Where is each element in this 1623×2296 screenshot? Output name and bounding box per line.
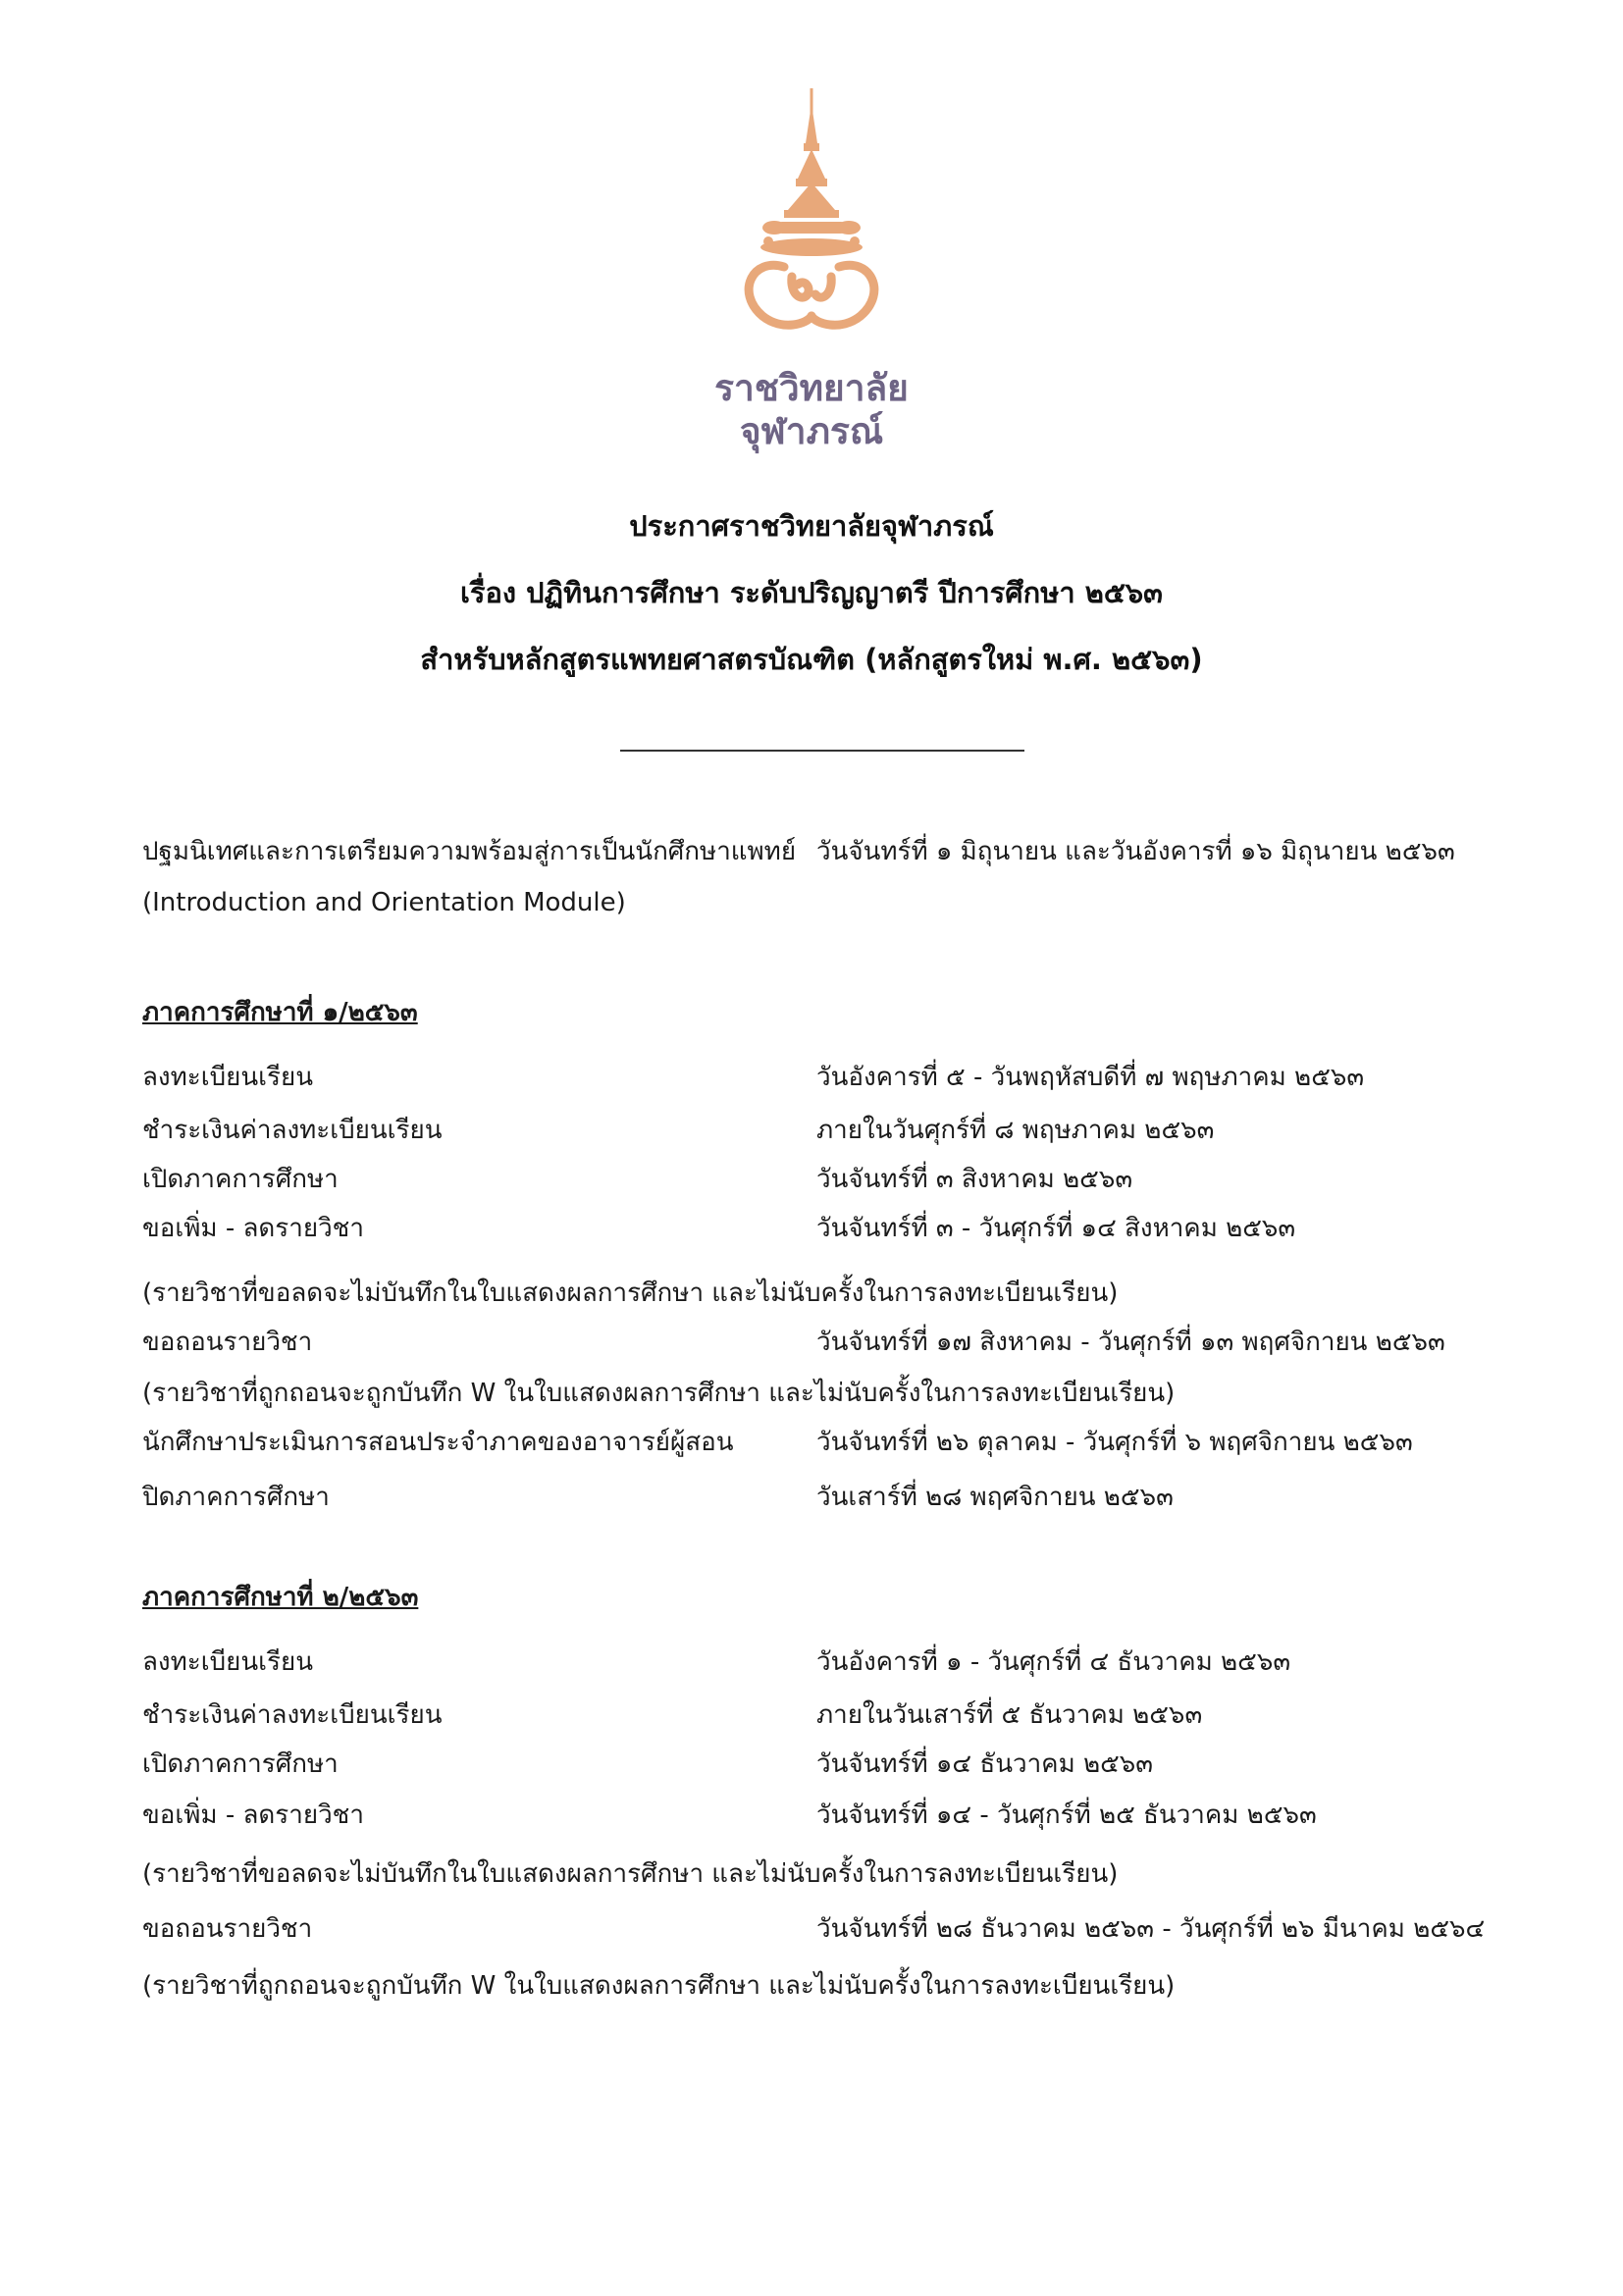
- intro-subtitle-row: [0, 883, 1623, 924]
- s2-open-label: เปิดภาคการศึกษา: [142, 1749, 339, 1779]
- semester1-heading-row: [0, 993, 1623, 1034]
- s2-withdraw-note-row: [0, 1966, 1623, 2008]
- s2-withdraw-note: (รายวิชาที่ถูกถอนจะถูกบันทึก W ในใบแสดงผลการศึกษา และไม่นับครั้งในการลงทะเบียนเรียน): [142, 1971, 1176, 2001]
- s1-register-value: วันอังคารที่ ๕ - วันพฤหัสบดีที่ ๗ พฤษภาคม ๒๕๖๓: [816, 1063, 1365, 1092]
- s1-payment-value: ภายในวันศุกร์ที่ ๘ พฤษภาคม ๒๕๖๓: [816, 1116, 1215, 1145]
- s1-adddrop-row: [0, 1209, 1623, 1250]
- s2-adddrop-value: วันจันทร์ที่ ๑๔ - วันศุกร์ที่ ๒๕ ธันวาคม ๒๕๖๓: [816, 1800, 1317, 1830]
- s2-withdraw-row: [0, 1909, 1623, 1951]
- s2-adddrop-note-row: [0, 1854, 1623, 1896]
- s1-adddrop-label: ขอเพิ่ม - ลดรายวิชา: [142, 1214, 364, 1243]
- s2-register-label: ลงทะเบียนเรียน: [142, 1647, 313, 1677]
- s2-payment-row: [0, 1696, 1623, 1737]
- s1-eval-value: วันจันทร์ที่ ๒๖ ตุลาคม - วันศุกร์ที่ ๖ พฤศจิกายน ๒๕๖๓: [816, 1428, 1413, 1457]
- s1-withdraw-label: ขอถอนรายวิชา: [142, 1328, 313, 1357]
- semester1-heading: ภาคการศึกษาที่ ๑/๒๕๖๓: [142, 998, 418, 1027]
- intro-label: ปฐมนิเทศและการเตรียมความพร้อมสู่การเป็นนักศึกษาแพทย์: [142, 837, 797, 866]
- s1-eval-label: นักศึกษาประเมินการสอนประจำภาคของอาจารย์ผู้สอน: [142, 1428, 734, 1457]
- s1-withdraw-note: (รายวิชาที่ถูกถอนจะถูกบันทึก W ในใบแสดงผลการศึกษา และไม่นับครั้งในการลงทะเบียนเรียน): [142, 1379, 1176, 1408]
- s2-payment-value: ภายในวันเสาร์ที่ ๕ ธันวาคม ๒๕๖๓: [816, 1700, 1203, 1730]
- s1-close-label: ปิดภาคการศึกษา: [142, 1483, 330, 1512]
- intro-subtitle: (Introduction and Orientation Module): [142, 888, 626, 917]
- s1-withdraw-row: [0, 1323, 1623, 1364]
- s1-open-row: [0, 1160, 1623, 1201]
- royal-crown-emblem-icon: [713, 84, 910, 341]
- title-divider: [620, 750, 1024, 752]
- s2-register-value: วันอังคารที่ ๑ - วันศุกร์ที่ ๔ ธันวาคม ๒๕๖๓: [816, 1647, 1291, 1677]
- s1-adddrop-note: (รายวิชาที่ขอลดจะไม่บันทึกในใบแสดงผลการศึกษา และไม่นับครั้งในการลงทะเบียนเรียน): [142, 1278, 1119, 1308]
- s2-adddrop-label: ขอเพิ่ม - ลดรายวิชา: [142, 1800, 364, 1830]
- intro-value: วันจันทร์ที่ ๑ มิถุนายน และวันอังคารที่ ๑๖ มิถุนายน ๒๕๖๓: [816, 837, 1455, 866]
- s2-adddrop-note: (รายวิชาที่ขอลดจะไม่บันทึกในใบแสดงผลการศึกษา และไม่นับครั้งในการลงทะเบียนเรียน): [142, 1859, 1119, 1889]
- s2-withdraw-value: วันจันทร์ที่ ๒๘ ธันวาคม ๒๕๖๓ - วันศุกร์ที่ ๒๖ มีนาคม ๒๕๖๔: [816, 1914, 1486, 1944]
- s1-register-label: ลงทะเบียนเรียน: [142, 1063, 313, 1092]
- s1-close-row: [0, 1478, 1623, 1519]
- s2-open-row: [0, 1745, 1623, 1786]
- announcement-program: สำหรับหลักสูตรแพทยศาสตรบัณฑิต (หลักสูตรใหม่ พ.ศ. ๒๕๖๓): [420, 643, 1203, 676]
- s1-withdraw-note-row: [0, 1374, 1623, 1415]
- s1-eval-row: [0, 1423, 1623, 1464]
- s1-adddrop-value: วันจันทร์ที่ ๓ - วันศุกร์ที่ ๑๔ สิงหาคม ๒๕๖๓: [816, 1214, 1296, 1243]
- semester2-heading: ภาคการศึกษาที่ ๒/๒๕๖๓: [142, 1583, 419, 1612]
- s1-register-row: [0, 1058, 1623, 1099]
- s2-register-row: [0, 1643, 1623, 1684]
- s1-open-value: วันจันทร์ที่ ๓ สิงหาคม ๒๕๖๓: [816, 1165, 1133, 1194]
- s1-open-label: เปิดภาคการศึกษา: [142, 1165, 339, 1194]
- logo-name-line2: จุฬาภรณ์: [739, 410, 884, 452]
- s1-payment-label: ชำระเงินค่าลงทะเบียนเรียน: [142, 1116, 443, 1145]
- s2-payment-label: ชำระเงินค่าลงทะเบียนเรียน: [142, 1700, 443, 1730]
- announcement-title: ประกาศราชวิทยาลัยจุฬาภรณ์: [629, 509, 994, 543]
- s1-adddrop-note-row: [0, 1274, 1623, 1315]
- announcement-subject: เรื่อง ปฏิทินการศึกษา ระดับปริญญาตรี ปีการศึกษา ๒๕๖๓: [459, 576, 1164, 609]
- s2-withdraw-label: ขอถอนรายวิชา: [142, 1914, 313, 1944]
- s2-open-value: วันจันทร์ที่ ๑๔ ธันวาคม ๒๕๖๓: [816, 1749, 1154, 1779]
- s2-adddrop-row: [0, 1796, 1623, 1837]
- s1-close-value: วันเสาร์ที่ ๒๘ พฤศจิกายน ๒๕๖๓: [816, 1483, 1174, 1512]
- semester2-heading-row: [0, 1578, 1623, 1619]
- intro-row: [0, 832, 1623, 873]
- logo-name-line1: ราชวิทยาลัย: [714, 367, 909, 409]
- s1-payment-row: [0, 1111, 1623, 1152]
- s1-withdraw-value: วันจันทร์ที่ ๑๗ สิงหาคม - วันศุกร์ที่ ๑๓ พฤศจิกายน ๒๕๖๓: [816, 1328, 1445, 1357]
